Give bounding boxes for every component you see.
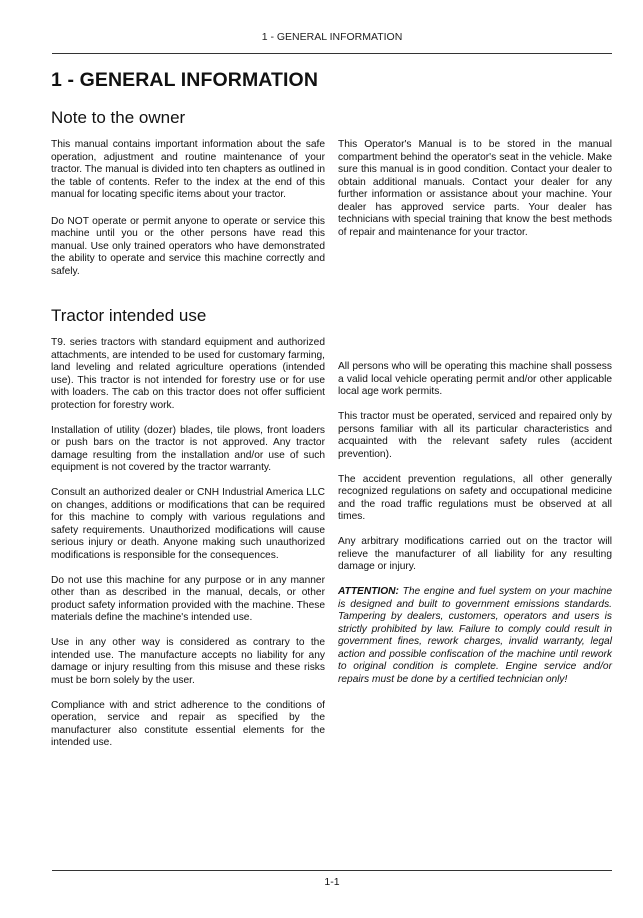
section-heading-intended-use: Tractor intended use [51,306,207,325]
paragraph: T9. series tractors with standard equipment and authorized attachments, are intended to be used for customary farming, land leveling and related agriculture operations (intended use). This tractor is not intended for forestry use or for use with loaders. The cab on this tractor does not offer sufficient protection for forestry work. [51,337,325,411]
paragraph: Compliance with and strict adherence to the conditions of operation, service and repair as specified by the manufacturer also constitute essential elements for the intended use. [51,699,325,748]
paragraph: Use in any other way is considered as contrary to the intended use. The manufacture accepts no liability for any damage or injury resulting from this misuse and these risks must be born solely by the user. [51,637,325,686]
note-left-column [51,139,325,291]
paragraph: Do not use this machine for any purpose or in any manner other than as described in the manual, decals, or other product safety information provided with the machine. These materials define the machine's intended use. [51,574,325,623]
running-header: 1 - GENERAL INFORMATION [261,31,403,43]
paragraph: Do NOT operate or permit anyone to operate or service this machine until you or the other persons have read this manual. Use only trained operators who have demonstrated the ability to operate and service this machine correctly and safely. [51,215,325,277]
attention-text: The engine and fuel system on your machine is designed and built to government emissions standards. Tampering by dealers, customers, operators and users is strictly prohibited by law. Failure to comply could result in government fines, rework charges, invalid warranty, legal action and possible confiscation of the machine until rework to original condition is complete. Engine service and/or repairs must be done by a certified technician only! [338,586,612,685]
intended-use-left-column [51,337,325,762]
paragraph: This Operator's Manual is to be stored in the manual compartment behind the operator's seat in the vehicle. Make sure this manual is in good condition. Contact your dealer to obtain additional manuals. Contact your dealer for any further information or assistance about your machine. Your dealer has approved service parts. Your dealer has technicians with special training that know the best methods of repair and maintenance for your tractor. [338,139,612,238]
paragraph: All persons who will be operating this machine shall possess a valid local vehicle operating permit and/or other applicable local age work permits. [338,361,612,397]
paragraph: The accident prevention regulations, all other generally recognized regulations on safety and occupational medicine and the road traffic regulations must be observed at all times. [338,473,612,522]
paragraph: This manual contains important information about the safe operation, adjustment and routine maintenance of your tractor. The manual is divided into ten chapters as outlined in the table of contents. Refer to the index at the end of this manual for locating specific items about your tractor. [51,139,325,200]
attention-label: ATTENTION: [338,586,399,597]
page-number: 1-1 [324,876,340,888]
note-right-column [338,139,612,252]
footer-rule [52,870,612,871]
paragraph: Installation of utility (dozer) blades, tile plows, front loaders or push bars on the tractor is not approved. Any tractor damage resulting from the installation and/or use of such equipment is not covered by the tractor warranty. [51,424,325,473]
chapter-title: 1 - GENERAL INFORMATION [51,69,318,91]
header-rule [52,53,612,54]
paragraph: This tractor must be operated, serviced and repaired only by persons familiar with all its particular characteristics and acquainted with the relevant safety rules (accident prevention). [338,411,612,460]
intended-use-right-column [338,361,612,699]
section-heading-note-to-owner: Note to the owner [51,108,186,127]
paragraph: Consult an authorized dealer or CNH Industrial America LLC on changes, additions or modifications that can be required for this machine to comply with various regulations and safety requirements. Unauthorized modifications will cause serious injury or death. Anyone making such unauthorized modifications is responsible for the consequences. [51,487,325,561]
paragraph: Any arbitrary modifications carried out on the tractor will relieve the manufacturer of all liability for any resulting damage or injury. [338,536,612,572]
attention-note [338,586,612,686]
